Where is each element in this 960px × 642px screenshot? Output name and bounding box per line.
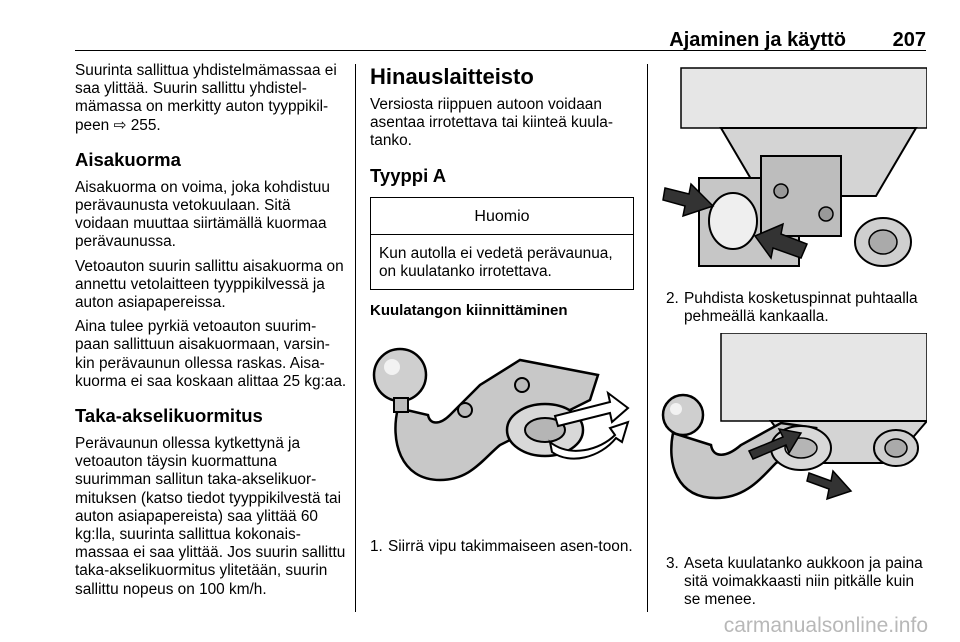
heading-aisakuorma: Aisakuorma	[75, 148, 181, 170]
page-header	[75, 29, 926, 51]
column-2	[370, 62, 634, 330]
page-number: 207	[892, 29, 926, 51]
watermark: carmanualsonline.info	[723, 614, 928, 637]
heading-kiinnittaminen: Kuulatangon kiinnittäminen	[370, 301, 568, 319]
step-text: Puhdista kosketuspinnat puhtaalla pehmeällä kankaalla.	[684, 290, 918, 326]
step-number: 3.	[666, 555, 679, 572]
paragraph: Aisakuorma on voima, joka kohdistuu perävaunusta vetokuulaan. Sitä voidaan muuttaa siirtämällä kuormaa perävaunussa.	[75, 178, 330, 251]
step-2	[666, 290, 928, 326]
towbar-lever-illustration	[370, 330, 634, 510]
section-title: Ajaminen ja käyttö	[669, 29, 846, 51]
notice-title: Huomio	[371, 198, 633, 235]
step-text: Siirrä vipu takimmaiseen asen-toon.	[388, 538, 633, 555]
paragraph: Perävaunun ollessa kytkettynä ja vetoauton täysin kuormattuna suurimman sallitun taka-akselikuor-mituksen (katso tiedot tyyppikilvestä tai auton asiapapereista) saa ylittää 60 kg:lla, suurinta sallittua kokonais-massaa ei saa ylittää. Jos suurin sallittu taka-akselikuormitus ylitetään, suurin sallittu nopeus on 100 km/h.	[75, 435, 346, 598]
heading-tyyppi-a: Tyyppi A	[370, 164, 447, 186]
step-3	[666, 555, 928, 610]
notice-body: Kun autolla ei vedetä perävaunua, on kuulatanko irrotettava.	[379, 244, 613, 280]
notice-box	[370, 197, 634, 290]
column-divider-2	[647, 64, 648, 612]
page-ref-arrow-icon: ⇨	[113, 116, 127, 134]
paragraph: Aina tulee pyrkiä vetoauton suurim-paan sallittuun aisakuormaan, varsin-kin perävaunun ollessa raskas. Aisa-kuorma ei saa koskaan alittaa 25 kg:aa.	[75, 318, 347, 390]
intro-paragraph: Suurinta sallittua yhdistelmämassaa ei saa ylittää. Suurin sallittu yhdistel-mämassa on merkitty auton tyyppikil-peen ⇨ 255.	[75, 62, 337, 134]
step-number: 1.	[370, 538, 383, 555]
paragraph: Versiosta riippuen autoon voidaan asentaa irrotettava tai kiinteä kuula-tanko.	[370, 96, 613, 150]
towbar-insert-illustration	[661, 333, 927, 533]
heading-hinauslaitteisto: Hinauslaitteisto	[370, 64, 534, 89]
header-rule	[75, 50, 926, 51]
step-1	[370, 538, 634, 556]
heading-taka-akselikuormitus: Taka-akselikuormitus	[75, 405, 263, 427]
step-text: Aseta kuulatanko aukkoon ja paina sitä voimakkaasti niin pitkälle kuin se menee.	[684, 555, 923, 609]
step-number: 2.	[666, 290, 679, 307]
socket-cleaning-illustration	[661, 66, 927, 276]
column-divider-1	[355, 64, 356, 612]
column-1	[75, 62, 347, 605]
page-ref-link[interactable]: 255.	[130, 116, 161, 134]
paragraph: Vetoauton suurin sallittu aisakuorma on annettu vetolaitteen tyyppikilvessä ja auton asiapapereissa.	[75, 257, 344, 312]
